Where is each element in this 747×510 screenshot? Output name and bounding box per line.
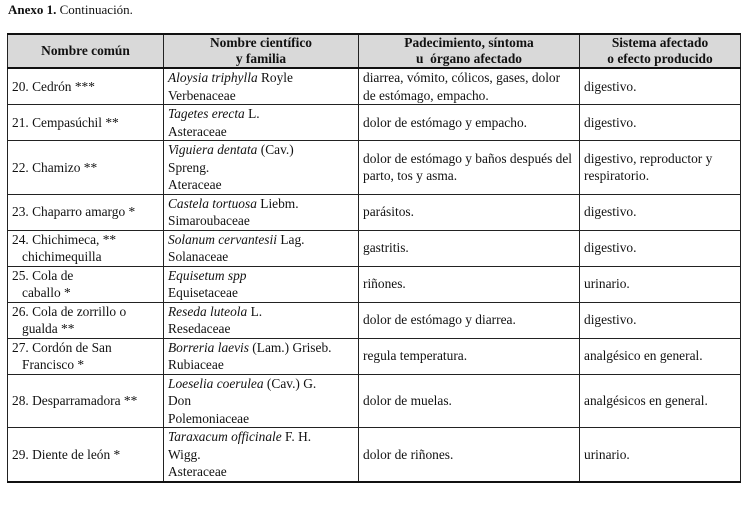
table-row [8, 302, 741, 338]
system-cell: analgésico en general. [580, 338, 741, 374]
table-row [8, 338, 741, 374]
table-row [8, 68, 741, 105]
common-name-cell: 20. Cedrón *** [8, 68, 164, 105]
common-name-cell: 21. Cempasúchil ** [8, 105, 164, 141]
table-row [8, 266, 741, 302]
scientific-name-cell: Tagetes erecta L. Asteraceae [164, 105, 359, 141]
common-name-cell: 27. Cordón de San Francisco * [8, 338, 164, 374]
system-cell: urinario. [580, 266, 741, 302]
ailment-cell: dolor de riñones. [359, 428, 580, 482]
plants-table [7, 33, 741, 483]
table-row [8, 105, 741, 141]
ailment-cell: parásitos. [359, 194, 580, 230]
common-name-cell: 25. Cola de caballo * [8, 266, 164, 302]
system-cell: digestivo. [580, 230, 741, 266]
common-name-cell: 23. Chaparro amargo * [8, 194, 164, 230]
common-name-cell: 26. Cola de zorrillo o gualda ** [8, 302, 164, 338]
scientific-name-cell: Viguiera dentata (Cav.) Spreng. Ateraceae [164, 141, 359, 195]
ailment-cell: dolor de muelas. [359, 374, 580, 428]
ailment-cell: dolor de estómago y diarrea. [359, 302, 580, 338]
system-cell: urinario. [580, 428, 741, 482]
table-caption [8, 1, 133, 18]
table-row [8, 428, 741, 482]
ailment-cell: dolor de estómago y empacho. [359, 105, 580, 141]
common-name-cell: 24. Chichimeca, ** chichimequilla [8, 230, 164, 266]
table-row [8, 374, 741, 428]
scientific-name-cell: Castela tortuosa Liebm. Simaroubaceae [164, 194, 359, 230]
table-header-row [8, 34, 741, 68]
caption-text: Continuación. [59, 2, 133, 17]
caption-label: Anexo 1. [8, 2, 57, 17]
header-ailment: Padecimiento, síntoma u órgano afectado [359, 34, 580, 68]
scientific-name-cell: Taraxacum officinale F. H. Wigg. Asteraceae [164, 428, 359, 482]
scientific-name-cell: Reseda luteola L. Resedaceae [164, 302, 359, 338]
common-name-cell: 29. Diente de león * [8, 428, 164, 482]
scientific-name-cell: Borreria laevis (Lam.) Griseb. Rubiaceae [164, 338, 359, 374]
system-cell: digestivo. [580, 194, 741, 230]
common-name-cell: 28. Desparramadora ** [8, 374, 164, 428]
scientific-name-cell: Aloysia triphylla Royle Verbenaceae [164, 68, 359, 105]
scientific-name-cell: Equisetum spp Equisetaceae [164, 266, 359, 302]
ailment-cell: diarrea, vómito, cólicos, gases, dolor de estómago, empacho. [359, 68, 580, 105]
system-cell: digestivo. [580, 68, 741, 105]
scientific-name-cell: Loeselia coerulea (Cav.) G. Don Polemoniaceae [164, 374, 359, 428]
header-common-name: Nombre común [8, 34, 164, 68]
system-cell: digestivo. [580, 302, 741, 338]
header-system: Sistema afectado o efecto producido [580, 34, 741, 68]
ailment-cell: gastritis. [359, 230, 580, 266]
ailment-cell: dolor de estómago y baños después del parto, tos y asma. [359, 141, 580, 195]
system-cell: analgésicos en general. [580, 374, 741, 428]
scientific-name-cell: Solanum cervantesii Lag. Solanaceae [164, 230, 359, 266]
common-name-cell: 22. Chamizo ** [8, 141, 164, 195]
system-cell: digestivo, reproductor y respiratorio. [580, 141, 741, 195]
table-row [8, 141, 741, 195]
system-cell: digestivo. [580, 105, 741, 141]
table-row [8, 230, 741, 266]
ailment-cell: riñones. [359, 266, 580, 302]
ailment-cell: regula temperatura. [359, 338, 580, 374]
header-scientific-name: Nombre científico y familia [164, 34, 359, 68]
table-row [8, 194, 741, 230]
